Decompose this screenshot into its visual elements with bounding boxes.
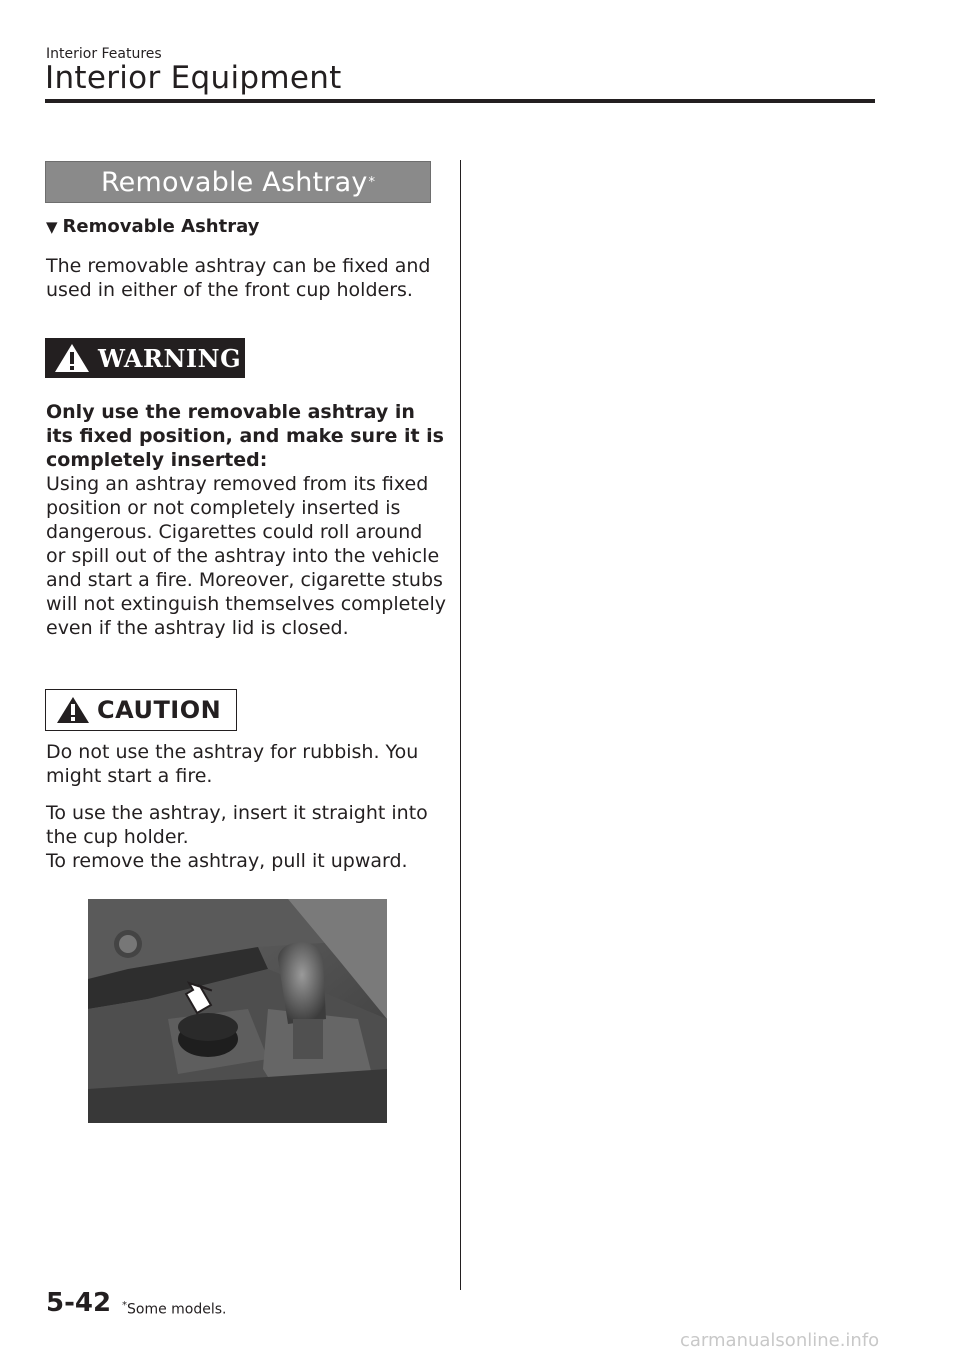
footnote-text: Some models. bbox=[127, 1301, 227, 1318]
subheading-text: Removable Ashtray bbox=[62, 216, 260, 237]
ashtray-photo bbox=[88, 899, 387, 1123]
banner-asterisk: * bbox=[368, 174, 376, 190]
remove-instruction: To remove the ashtray, pull it upward. bbox=[46, 850, 408, 872]
section-label: Interior Features bbox=[46, 46, 162, 62]
page-title: Interior Equipment bbox=[45, 60, 342, 96]
caution-badge bbox=[45, 689, 237, 731]
watermark: carmanualsonline.info bbox=[680, 1330, 880, 1351]
banner-title: Removable Ashtray bbox=[100, 166, 368, 198]
warning-label: WARNING bbox=[98, 343, 242, 373]
caution-label: CAUTION bbox=[97, 696, 222, 724]
warning-badge bbox=[45, 338, 245, 378]
caution-body: Do not use the ashtray for rubbish. You might start a fire. bbox=[46, 741, 419, 787]
page-number: 5-42 bbox=[46, 1288, 112, 1318]
header-rule bbox=[45, 99, 875, 103]
instructions-paragraph bbox=[46, 801, 446, 873]
intro-paragraph: The removable ashtray can be fixed and used in either of the front cup holders. bbox=[46, 255, 431, 301]
caution-triangle-icon bbox=[56, 696, 90, 724]
triangle-down-icon: ▼ bbox=[46, 218, 58, 236]
warning-body bbox=[46, 400, 446, 640]
section-banner bbox=[45, 161, 431, 203]
footnote bbox=[122, 1300, 227, 1318]
subheading bbox=[46, 216, 259, 237]
insert-instruction: To use the ashtray, insert it straight into the cup holder. bbox=[46, 802, 428, 848]
warning-bold-text: Only use the removable ashtray in its fixed position, and make sure it is completely inserted: bbox=[46, 401, 444, 471]
warning-triangle-icon bbox=[54, 343, 90, 373]
warning-text: Using an ashtray removed from its fixed position or not completely inserted is dangerous. Cigarettes could roll around or spill out of the ashtray into the vehicle and start a fire. Moreover, cigarette stubs will not extinguish themselves completely even if the ashtray lid is closed. bbox=[46, 473, 447, 639]
column-divider bbox=[460, 160, 461, 1290]
footnote-asterisk: * bbox=[122, 1300, 127, 1311]
